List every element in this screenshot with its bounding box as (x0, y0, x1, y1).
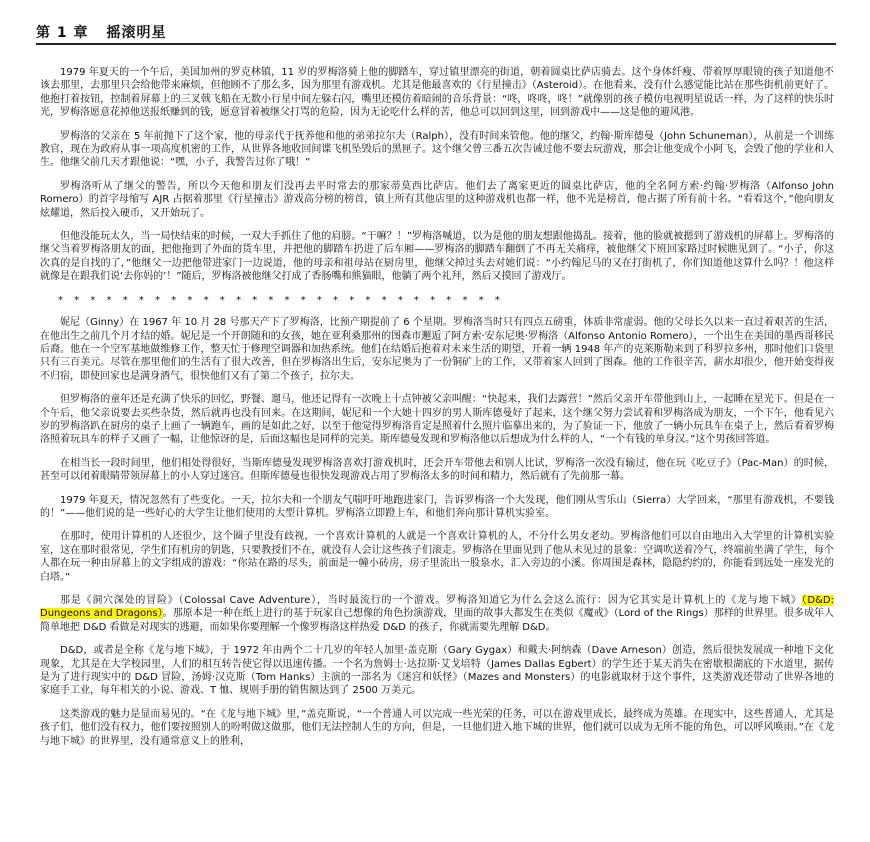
paragraph-10-start: 那是《洞穴深处的冒险》（Colossal Cave Adventure），当时最流行的一个游戏。罗梅洛知道它为什么会这么流行：因为它其实是计算机上的《龙与地下城》 (60, 595, 802, 606)
chapter-title: 摇滚明星 (106, 25, 167, 41)
paragraph-3: 罗梅洛听从了继父的警告，所以今天他和朋友们没再去平时常去的那家蒂莫西比萨店。他们去了离家更近的圆桌比萨店，他的全名阿方索·约翰·罗梅洛（Alfonso John Romero）的首字母缩写 AJR 占据着那里《行星撞击》游戏高分榜的榜首，镇上所有其他店里的这种游戏机也都一样，他不光是榜首，他占据了所有前十名。“看看这个，”他向朋友炫耀道，然后投入硬币，又开始玩了。 (40, 180, 834, 219)
paragraph-9: 在那时，使用计算机的人还很少，这个圈子里没有歧视，一个喜欢计算机的人就是一个喜欢计算机的人，不分什么男女老幼。罗梅洛他们可以自由地出入大学里的计算机实验室，这在那时很常见，学生们有机房的钥匙，只要教授们不在，就没有人会让这些孩子们滚走。罗梅洛在里面见到了他从未见过的景象：空调吹送着冷气，终端前坐满了学生，每个人都在玩一种由屏幕上的文字组成的游戏：“你站在路的尽头，前面是一幢小砖房，房子里流出一股泉水，汇入旁边的小溪。你周围是森林，隐隐约约的，你能看到远处一座发光的白塔。” (40, 531, 834, 583)
paragraph-1: 1979 年夏天的一个午后，美国加州的罗克林镇，11 岁的罗梅洛骑上他的脚踏车，穿过镇里漂亮的街道，朝着圆桌比萨店骑去。这个身体纤瘦、带着厚厚眼镜的孩子知道他不该去那里，去那里只会给他带来麻烦，但他顾不了那么多，因为那里有游戏机。尤其是他最喜欢的《行星撞击》（Asteroid）。在他看来，没有什么感觉能比站在那些街机前更好了。他抱打着按钮，控制着屏幕上的三叉戟飞船在无数小行星中间左躲右闪，嘴里还模仿着暗闹的音乐背景：“咚，咚咚，咚！”就像别的孩子模仿电视明星说话一样，为了这样的快乐时光，罗梅洛愿意花掉他送报纸赚到的钱，愿意冒着被继父打骂的危险，因为无论吃什么样的苦，他总可以回到这里，回到游戏中——这是他的避风港。 (40, 67, 834, 119)
paragraph-5: 妮尼（Ginny）在 1967 年 10 月 28 号那天产下了罗梅洛，比预产期提前了 6 个星期。罗梅洛当时只有四点五磅重，体质非常虚弱。他的父母长久以来一直过着艰苦的生活，在他出生之前几个月才结的婚。妮尼是一个开朗随和的女孩，她在亚利桑那州的图森市邂逅了阿方索·安东尼奥·罗梅洛（Alfonso Antonio Romero），一个出生在美国的墨西哥移民后裔。他在一个空军基地做维修工作，整天忙于修理空调器和加热系统。他们在结婚后抱着对未来生活的期望，开着一辆 1948 年产的克莱斯勒来到了科罗拉多州，那时他们口袋里只有三百美元。尽管在那里他们的生活有了很大改善，但在罗梅洛出生后，安东尼奥为了一份铜矿上的工作，又带着家人回到了图森。他的工作很辛苦，薪水却很少，他开始变得夜不归宿，即使回家也是满身酒气，很快他们又有了第二个孩子，拉尔夫。 (40, 317, 834, 382)
header-rule (36, 43, 836, 45)
chapter-number: 第 1 章 (36, 25, 89, 41)
paragraph-10 (40, 594, 834, 634)
paragraph-10-end: 。那原本是一种在纸上进行的基于玩家自己想像的角色扮演游戏，里面的故事大都发生在类似《魔戒》（Lord of the Rings）那样的世界里。很多成年人简单地把 D&D 看做是对现实的逃避，而如果你要理解一个像罗梅洛这样热爱 D&D 的孩子，你就需要先理解 D&D。 (40, 608, 834, 633)
body-text (40, 66, 834, 748)
paragraph-2: 罗梅洛的父亲在 5 年前抛下了这个家，他的母亲代于抚养他和他的弟弟拉尔夫（Ralph），没有时间来管他。他的继父，约翰·斯库德曼（John Schuneman），从前是一个训练教官，现在为政府从事一项高度机密的工作，从世界各地收回间谍飞机坠毁后的黑匣子。这个继父曾三番五次告诫过他不要去玩游戏，那会让他变成个小阿飞，会毁了他的学业和人生。他继父前几天才跟他说：“嘿，小子，我警告过你了哦！” (40, 130, 834, 169)
paragraph-11: D&D，或者是全称《龙与地下城》，于 1972 年由两个二十几岁的年轻人加里·盖克斯（Gary Gygax）和戴夫·阿纳森（Dave Arneson）创造，然后很快发展成一种地下文化现象，尤其是在大学校园里，人们的相互转告使它得以迅速传播。一个名为詹姆士·达拉斯·艾戈培特（James Dallas Egbert）的学生还于某天消失在密歇根湖底的下水道里，据传是为了进行现实中的 D&D 冒险，汤姆·汉克斯（Tom Hanks）主演的一部名为《迷宫和妖怪》（Mazes and Monsters）的电影就取材于这个事件，这类游戏还带动了世界各地的家庭手工业，每年相关的小说、游戏、T 恤、规则手册的销售额达到了 2500 万美元。 (40, 645, 834, 697)
chapter-header (36, 22, 167, 42)
paragraph-4: 但他没能玩太久，当一局快结束的时候，一双大手抓住了他的肩膀。“干嘛？！”罗梅洛喊道，以为是他的朋友想跟他捣乱。接着，他的脸就被摁到了游戏机的屏幕上。罗梅洛的继父当着罗梅洛朋友的面，把他拖到了外面的货车里，并把他的脚踏车扔进了后车厢——罗梅洛的脚踏车翻倒了不再无关痛痒，被他继父下班回家路过时候瞧见到了。“小子，你这次真的是自找的了，”他继父一边把他带进家门一边说道，他的母亲和祖母站在厨房里，他继父掉过头去对她们说：“小约翰尼马的又在打街机了，你们知道他这算什么吗？！他这样就像是在跟我们说‘去你妈的’！”随后，罗梅洛被他继父打成了香肠嘴和熊猫眼，他躺了两个礼拜，然后又摸回了游戏厅。 (40, 231, 834, 283)
paragraph-6: 但罗梅洛的童年还是充满了快乐的回忆，野餐、遛马，他还记得有一次晚上十点钟被父亲叫醒：“快起来，我们去露营！”然后父亲开车带他到山上，一起睡在星光下。但是在一个午后，他父亲说要去买些杂货，然后就再也没有回来。在这期间，妮尼和一个大她十四岁的男人斯库德曼好了起来，这个继父努力尝试着和罗梅洛成为朋友，一个下午，他看见六岁的罗梅洛趴在厨房的桌子上画了一辆跑车，画的是如此之好，以至于他觉得罗梅洛肯定是照着什么照片临摹出来的，为了验证一下，他放了一辆小玩具车在桌子上，然后看着罗梅洛照着玩具车的样子又画了一幅，让他惊讶的是，后面这幅也是同样的完美。斯库德曼发现和罗梅洛他以后想成为什么样的人，“一个有钱的单身汉。”这个男孩回答道。 (40, 394, 834, 446)
section-separator: * * * * * * * * * * * * * * * * * * * * * * * * * * * * (58, 294, 504, 306)
paragraph-12: 这类游戏的魅力是显而易见的。“在《龙与地下城》里，”盖克斯说，“一个普通人可以完成一些光荣的任务，可以在游戏里成长，最终成为英雄。在现实中，这些普通人，尤其是孩子们，他们没有权力，他们要按照别人的吩咐做这做那，他们无法控制人生的方向，但是，一旦他们进入地下城的世界，他们就可以成为无所不能的角色，可以呼风唤雨。”在《龙与地下城》的世界里，没有通常意义上的胜利， (40, 708, 834, 747)
highlighted-text: （D&D: Dungeons and Dragons） (40, 595, 834, 620)
paragraph-8: 1979 年夏天，情况忽然有了些变化。一天，拉尔夫和一个朋友气喘吁吁地跑进家门，告诉罗梅洛一个大发现，他们刚从雪乐山（Sierra）大学回来，“那里有游戏机，不要钱的！”——他们说的是一些好心的大学生让他们使用的大型计算机。罗梅洛立即蹬上车，和他们奔向那计算机实验室。 (40, 494, 834, 519)
paragraph-7: 在相当长一段时间里，他们相处得很好，当斯库德曼发现罗梅洛喜欢打游戏机时，还会开车带他去和别人比试，罗梅洛一次没有输过，他在玩《吃豆子》（Pac-Man）的时候，甚至可以闭着眼睛带领屏幕上的小人穿过迷宫。但斯库德曼也很快发现游戏占用了罗梅洛太多的时间和精力，然后就有了先前那一幕。 (40, 457, 834, 483)
